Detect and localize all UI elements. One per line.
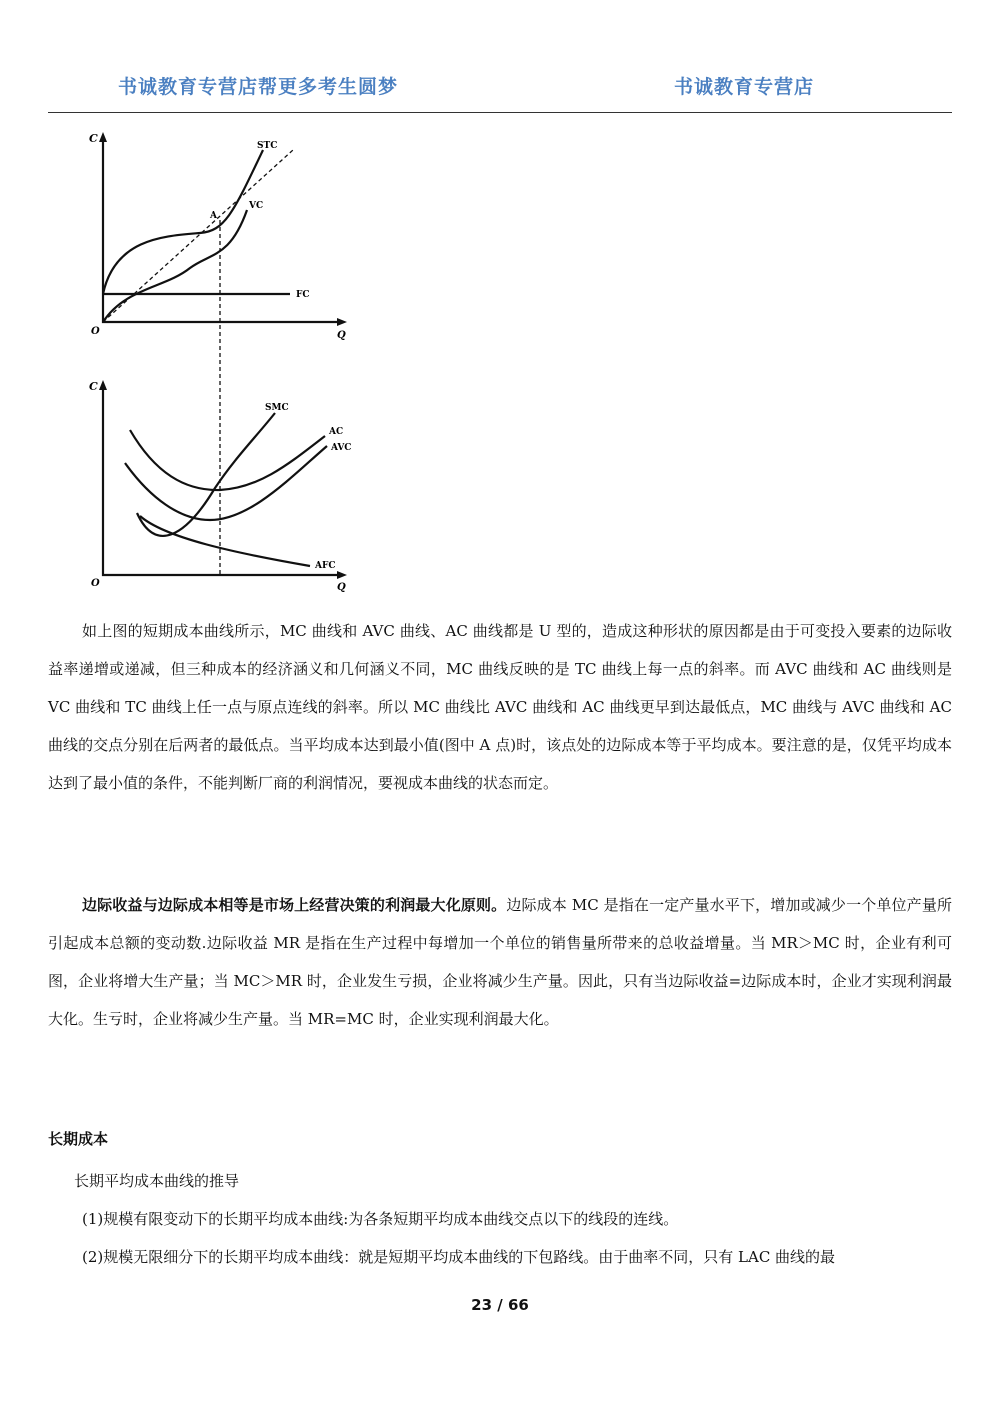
- smc-label: SMC: [265, 403, 289, 413]
- fc-label: FC: [296, 290, 310, 300]
- paragraph-short-run-cost: 如上图的短期成本曲线所示，MC 曲线和 AVC 曲线、AC 曲线都是 U 型的，造成这种形状的原因都是由于可变投入要素的边际收益率递增或递减，但三种成本的经济涵义和几何涵义不同，MC 曲线反映的是 TC 曲线上每一点的斜率。而 AVC 曲线和 AC 曲线则是 VC 曲线和 TC 曲线上任一点与原点连线的斜率。所以 MC 曲线比 AVC 曲线和 AC 曲线更早到达最低点，MC 曲线与 AVC 曲线和 AC 曲线的交点分别在后两者的最低点。当平均成本达到最小值(图中 A 点)时，该点处的边际成本等于平均成本。要注意的是，仅凭平均成本达到了最小值的条件，不能判断厂商的利润情况，要视成本曲线的状态而定。: [48, 622, 952, 792]
- top-origin-label: O: [91, 326, 100, 337]
- top-vc-curve: [103, 210, 247, 322]
- afc-label: AFC: [315, 561, 336, 571]
- page-header: [48, 70, 952, 113]
- header-right-title: 书诚教育专营店: [673, 76, 814, 98]
- point-a-label: A: [210, 211, 217, 221]
- paragraph-profit-maximization: [48, 886, 952, 1038]
- paragraph-body: 边际成本 MC 是指在一定产量水平下，增加或减少一个单位产量所引起成本总额的变动数.边际收益 MR 是指在生产过程中每增加一个单位的销售量所带来的总收益增量。当 MR＞MC 时，企业有利可图，企业将增大生产量；当 MC＞MR 时，企业发生亏损，企业将减少生产量。因此，只有当边际收益=边际成本时，企业才实现利润最大化。生亏时，企业将减少生产量。当 MR=MC 时，企业实现利润最大化。: [48, 896, 952, 1028]
- stc-label: STC: [257, 141, 278, 151]
- page-number: 23 / 66: [471, 1296, 529, 1314]
- header-left-title: 书诚教育专营店帮更多考生圆梦: [118, 76, 399, 98]
- bottom-origin-label: O: [91, 578, 100, 589]
- bottom-smc-curve: [137, 413, 275, 536]
- avc-label: AVC: [331, 443, 352, 453]
- section-line-2: (1)规模有限变动下的长期平均成本曲线:为各条短期平均成本曲线交点以下的线段的连线。: [82, 1210, 679, 1228]
- top-y-label: C: [89, 132, 98, 145]
- cost-curves-figure: [85, 128, 365, 600]
- ac-label: AC: [329, 427, 344, 437]
- bottom-y-label: C: [89, 380, 98, 393]
- bottom-x-label: Q: [337, 582, 346, 593]
- section-heading: 长期成本: [48, 1130, 109, 1148]
- vc-label: VC: [249, 201, 264, 211]
- top-ray-line: [103, 150, 293, 322]
- section-line-3: (2)规模无限细分下的长期平均成本曲线：就是短期平均成本曲线的下包路线。由于曲率不同，只有 LAC 曲线的最: [82, 1248, 836, 1266]
- section-line-1: 长期平均成本曲线的推导: [74, 1172, 240, 1190]
- cost-curves-svg: [85, 128, 365, 600]
- top-x-label: Q: [337, 330, 346, 341]
- paragraph-bold-lead: 边际收益与边际成本相等是市场上经营决策的利润最大化原则。: [82, 896, 507, 914]
- bottom-ac-curve: [130, 430, 325, 490]
- bottom-afc-curve: [140, 516, 310, 566]
